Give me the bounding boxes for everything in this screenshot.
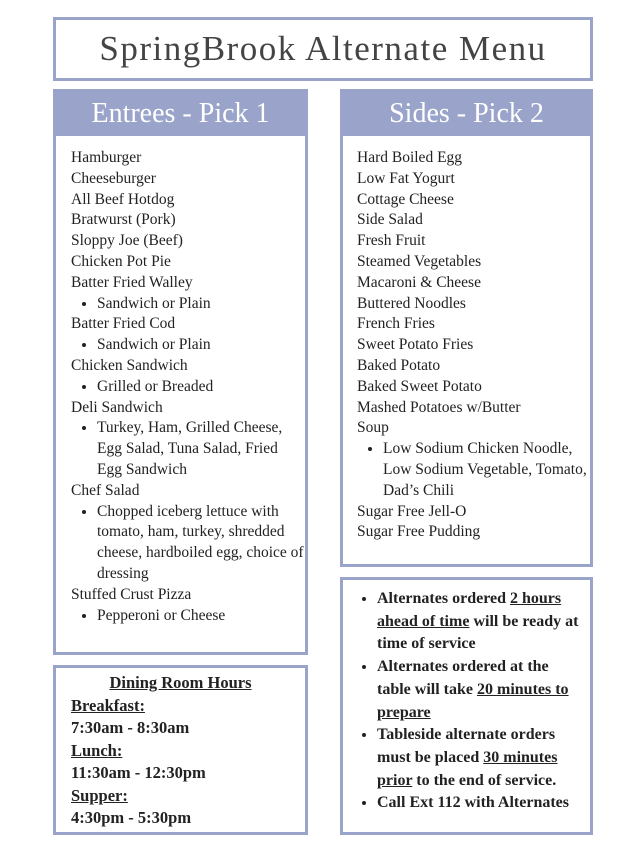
menu-item-label: Sweet Potato Fries bbox=[357, 336, 474, 354]
menu-item-label: Cottage Cheese bbox=[357, 190, 454, 208]
note-table-order bbox=[377, 656, 584, 724]
menu-item-label: Deli Sandwich bbox=[71, 398, 163, 416]
menu-item bbox=[357, 502, 590, 523]
menu-item-option: • Chopped iceberg lettuce with tomato, ham, turkey, shredded cheese, hardboiled egg, choice of dressing bbox=[97, 502, 305, 585]
menu-item-option: • Low Sodium Chicken Noodle, Low Sodium Vegetable, Tomato, Dad’s Chili bbox=[383, 439, 590, 501]
menu-item bbox=[357, 398, 590, 419]
menu-item-label: Chicken Pot Pie bbox=[71, 252, 171, 270]
sides-heading: Sides - Pick 2 bbox=[343, 92, 590, 136]
menu-item-label: Steamed Vegetables bbox=[357, 252, 482, 270]
menu-item bbox=[71, 273, 305, 315]
note-text: Call Ext 112 with Alternates bbox=[377, 794, 569, 812]
menu-item bbox=[71, 169, 305, 190]
dining-hours-heading: Dining Room Hours bbox=[109, 673, 252, 692]
menu-item bbox=[71, 314, 305, 356]
menu-item bbox=[71, 190, 305, 211]
menu-item-label: Sugar Free Jell-O bbox=[357, 502, 467, 520]
menu-item-label: Sloppy Joe (Beef) bbox=[71, 232, 183, 250]
menu-item bbox=[357, 294, 590, 315]
menu-item bbox=[357, 273, 590, 294]
menu-item-label: Low Fat Yogurt bbox=[357, 169, 455, 187]
lunch-time: 11:30am - 12:30pm bbox=[71, 763, 206, 782]
menu-item bbox=[357, 418, 590, 501]
breakfast-time: 7:30am - 8:30am bbox=[71, 718, 190, 737]
menu-item bbox=[71, 481, 305, 585]
menu-item bbox=[357, 314, 590, 335]
menu-item bbox=[71, 398, 305, 481]
menu-item-label: Baked Potato bbox=[357, 356, 441, 374]
page-title: SpringBrook Alternate Menu bbox=[99, 29, 547, 68]
note-emphasis: 20 minutes to prepare bbox=[377, 680, 569, 721]
menu-item bbox=[71, 356, 305, 398]
notes-list bbox=[343, 580, 590, 815]
menu-item bbox=[357, 377, 590, 398]
menu-item bbox=[357, 148, 590, 169]
menu-item bbox=[71, 148, 305, 169]
menu-item-label: Chicken Sandwich bbox=[71, 356, 188, 374]
menu-item-label: Hamburger bbox=[71, 149, 142, 166]
note-call-ext bbox=[377, 792, 584, 815]
menu-item bbox=[357, 210, 590, 231]
menu-item-label: Batter Fried Walley bbox=[71, 273, 193, 291]
menu-item-option: • Grilled or Breaded bbox=[97, 377, 305, 398]
note-text: to the end of service. bbox=[412, 771, 557, 789]
menu-item-label: Sugar Free Pudding bbox=[357, 523, 481, 541]
entrees-list bbox=[56, 136, 305, 626]
menu-item-label: French Fries bbox=[357, 315, 435, 333]
menu-item-option: • Sandwich or Plain bbox=[97, 335, 305, 356]
supper-label: Supper: bbox=[71, 785, 128, 805]
note-text: Alternates ordered at the table will take bbox=[377, 658, 549, 698]
menu-item-label: All Beef Hotdog bbox=[71, 190, 175, 208]
menu-item bbox=[357, 252, 590, 273]
menu-item-label: Buttered Noodles bbox=[357, 294, 466, 312]
menu-item bbox=[71, 585, 305, 627]
menu-item-label: Chef Salad bbox=[71, 481, 140, 499]
menu-item bbox=[357, 190, 590, 211]
menu-item bbox=[71, 252, 305, 273]
menu-item-label: Cheeseburger bbox=[71, 169, 156, 187]
lunch-label: Lunch: bbox=[71, 740, 123, 760]
menu-item-option: • Sandwich or Plain bbox=[97, 294, 305, 315]
note-emphasis: 2 hours ahead of time bbox=[377, 590, 562, 630]
note-emphasis: 30 minutes prior bbox=[377, 748, 558, 789]
menu-item bbox=[71, 210, 305, 231]
menu-item-label: Bratwurst (Pork) bbox=[71, 211, 176, 229]
menu-item bbox=[357, 231, 590, 252]
menu-item bbox=[357, 356, 590, 377]
entrees-panel bbox=[53, 89, 308, 655]
notes-panel bbox=[340, 577, 593, 835]
menu-item-label: Stuffed Crust Pizza bbox=[71, 585, 192, 603]
note-text: Alternates ordered bbox=[377, 590, 510, 607]
menu-item-label: Macaroni & Cheese bbox=[357, 273, 481, 291]
menu-item bbox=[357, 522, 590, 543]
breakfast-label: Breakfast: bbox=[71, 695, 145, 715]
menu-item-label: Soup bbox=[357, 419, 389, 437]
menu-item-label: Batter Fried Cod bbox=[71, 315, 176, 333]
supper-time: 4:30pm - 5:30pm bbox=[71, 808, 192, 827]
sides-panel bbox=[340, 89, 593, 567]
menu-item bbox=[71, 231, 305, 252]
note-text: Tableside alternate orders must be placed bbox=[377, 726, 556, 766]
menu-item-label: Hard Boiled Egg bbox=[357, 149, 463, 166]
note-tableside-deadline bbox=[377, 724, 584, 792]
note-advance-order bbox=[377, 588, 584, 656]
menu-item-option: • Turkey, Ham, Grilled Cheese, Egg Salad, Tuna Salad, Fried Egg Sandwich bbox=[97, 418, 305, 480]
sides-list bbox=[343, 136, 590, 543]
menu-item-label: Mashed Potatoes w/Butter bbox=[357, 398, 521, 416]
note-text: will be ready at time of service bbox=[377, 612, 579, 653]
menu-item bbox=[357, 169, 590, 190]
menu-item-label: Side Salad bbox=[357, 211, 423, 229]
menu-item bbox=[357, 335, 590, 356]
menu-item-label: Fresh Fruit bbox=[357, 232, 426, 250]
title-box bbox=[53, 17, 593, 81]
menu-item-option: • Pepperoni or Cheese bbox=[97, 606, 305, 627]
menu-item-label: Baked Sweet Potato bbox=[357, 377, 482, 395]
entrees-heading: Entrees - Pick 1 bbox=[56, 92, 305, 136]
dining-hours-panel bbox=[53, 665, 308, 835]
